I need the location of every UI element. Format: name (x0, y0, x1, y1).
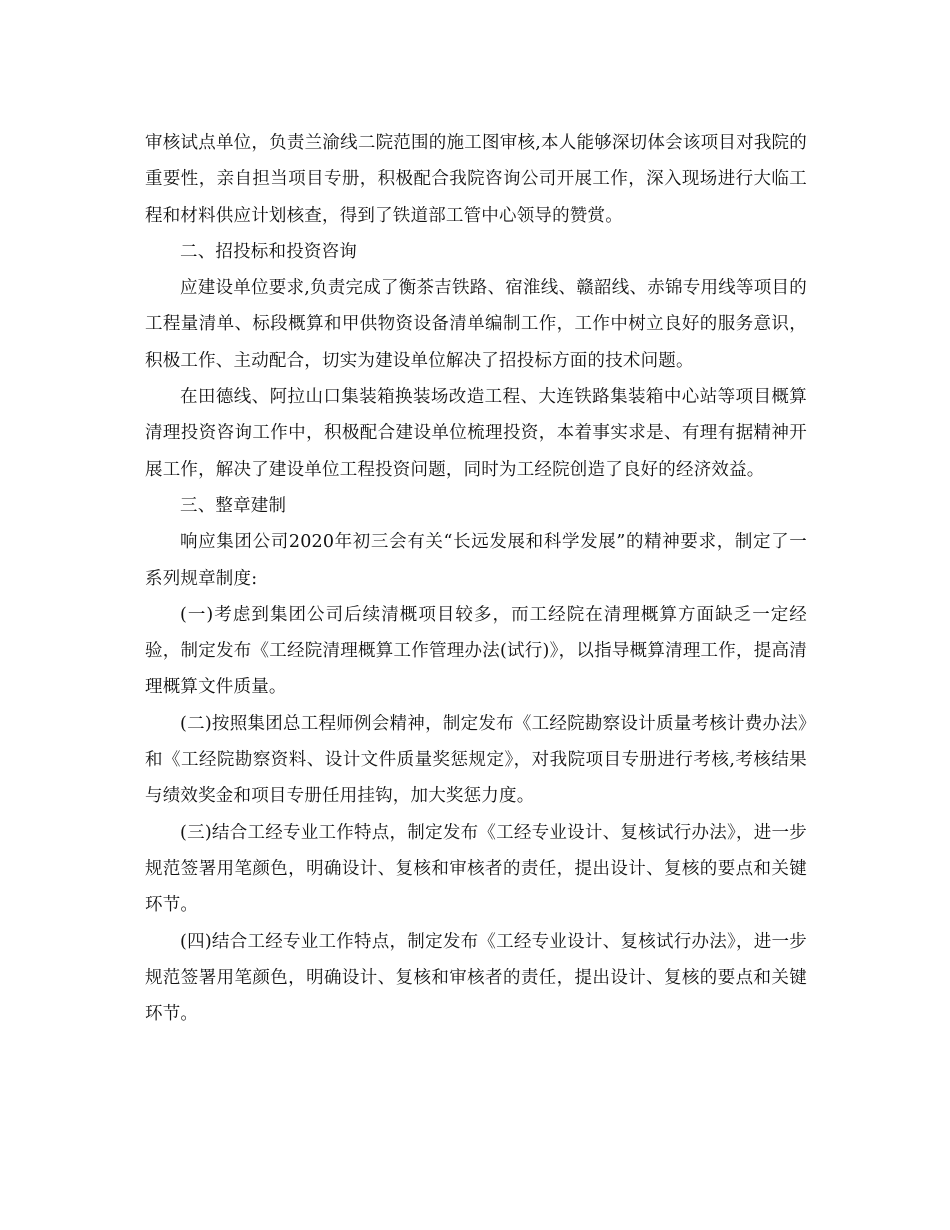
paragraph-continuation: 审核试点单位，负责兰渝线二院范围的施工图审核,本人能够深切体会该项目对我院的重要性，亲自担当项目专册，积极配合我院咨询公司开展工作，深入现场进行大临工程和材料供应计划核查，得到了铁道部工管中心领导的赞赏。 (145, 133, 807, 226)
section-heading-2: 二、招投标和投资咨询 (180, 241, 357, 262)
list-item-3: (三)结合工经专业工作特点，制定发布《工经专业设计、复核试行办法》，进一步规范签署用笔颜色，明确设计、复核和审核者的责任，提出设计、复核的要点和关键环节。 (145, 822, 807, 916)
paragraph: 响应集团公司2020年初三会有关“长远发展和科学发展”的精神要求，制定了一系列规章制度: (145, 532, 807, 589)
paragraph: 应建设单位要求,负责完成了衡茶吉铁路、宿淮线、赣韶线、赤锦专用线等项目的工程量清单、标段概算和甲供物资设备清单编制工作，工作中树立良好的服务意识，积极工作、主动配合，切实为建设单位解决了招投标方面的技术问题。 (145, 278, 807, 371)
document-body (145, 125, 807, 1032)
list-item-4: (四)结合工经专业工作特点，制定发布《工经专业设计、复核试行办法》，进一步规范签署用笔颜色，明确设计、复核和审核者的责任，提出设计、复核的要点和关键环节。 (145, 931, 807, 1025)
section-heading-3: 三、整章建制 (180, 495, 287, 516)
list-item-2: (二)按照集团总工程师例会精神，制定发布《工经院勘察设计质量考核计费办法》和《工经院勘察资料、设计文件质量奖惩规定》，对我院项目专册进行考核,考核结果与绩效奖金和项目专册任用挂钩，加大奖惩力度。 (145, 713, 807, 807)
paragraph: 在田德线、阿拉山口集装箱换装场改造工程、大连铁路集装箱中心站等项目概算清理投资咨询工作中，积极配合建设单位梳理投资，本着事实求是、有理有据精神开展工作，解决了建设单位工程投资问题，同时为工经院创造了良好的经济效益。 (145, 387, 807, 480)
list-item-1: (一)考虑到集团公司后续清概项目较多，而工经院在清理概算方面缺乏一定经验，制定发布《工经院清理概算工作管理办法(试行)》，以指导概算清理工作，提高清理概算文件质量。 (145, 604, 807, 698)
